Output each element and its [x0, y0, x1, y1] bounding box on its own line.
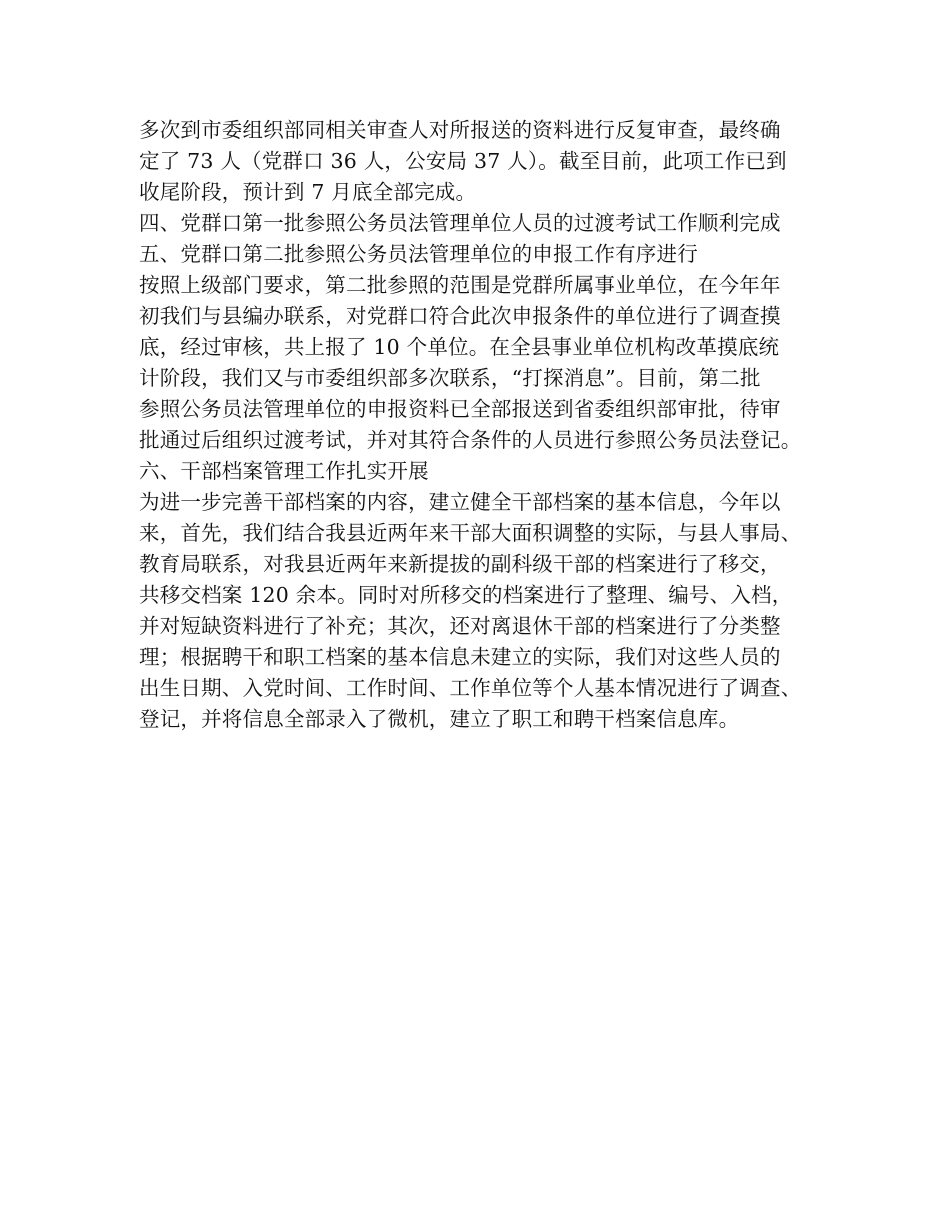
body-line: 参照公务员法管理单位的申报资料已全部报送到省委组织部审批，待审 — [139, 397, 781, 421]
section-heading-4: 四、党群口第一批参照公务员法管理单位人员的过渡考试工作顺利完成 — [139, 211, 781, 235]
section-heading-6: 六、干部档案管理工作扎实开展 — [139, 459, 429, 483]
body-line: 登记，并将信息全部录入了微机，建立了职工和聘干档案信息库。 — [139, 707, 740, 731]
body-line: 定了 73 人（党群口 36 人，公安局 37 人）。截至目前，此项工作已到 — [139, 149, 787, 173]
document-body — [139, 115, 839, 735]
body-line: 计阶段，我们又与市委组织部多次联系，“打探消息”。目前，第二批 — [139, 366, 761, 390]
body-line: 来，首先，我们结合我县近两年来干部大面积调整的实际，与县人事局、 — [139, 521, 802, 545]
body-line: 初我们与县编办联系，对党群口符合此次申报条件的单位进行了调查摸 — [139, 304, 781, 328]
body-line: 出生日期、入党时间、工作时间、工作单位等个人基本情况进行了调查、 — [139, 676, 802, 700]
body-line: 理；根据聘干和职工档案的基本信息未建立的实际，我们对这些人员的 — [139, 645, 781, 669]
body-line: 收尾阶段，预计到 7 月底全部完成。 — [139, 180, 477, 204]
body-line: 为进一步完善干部档案的内容，建立健全干部档案的基本信息，今年以 — [139, 490, 781, 514]
body-line: 共移交档案 120 余本。同时对所移交的档案进行了整理、编号、入档， — [139, 583, 793, 607]
body-line: 并对短缺资料进行了补充；其次，还对离退休干部的档案进行了分类整 — [139, 614, 781, 638]
body-line: 多次到市委组织部同相关审查人对所报送的资料进行反复审查，最终确 — [139, 118, 781, 142]
body-line: 批通过后组织过渡考试，并对其符合条件的人员进行参照公务员法登记。 — [139, 428, 802, 452]
section-heading-5: 五、党群口第二批参照公务员法管理单位的申报工作有序进行 — [139, 242, 698, 266]
body-line: 底，经过审核，共上报了 10 个单位。在全县事业单位机构改革摸底统 — [139, 335, 780, 359]
body-line: 按照上级部门要求，第二批参照的范围是党群所属事业单位，在今年年 — [139, 273, 781, 297]
body-line: 教育局联系，对我县近两年来新提拔的副科级干部的档案进行了移交， — [139, 552, 781, 576]
